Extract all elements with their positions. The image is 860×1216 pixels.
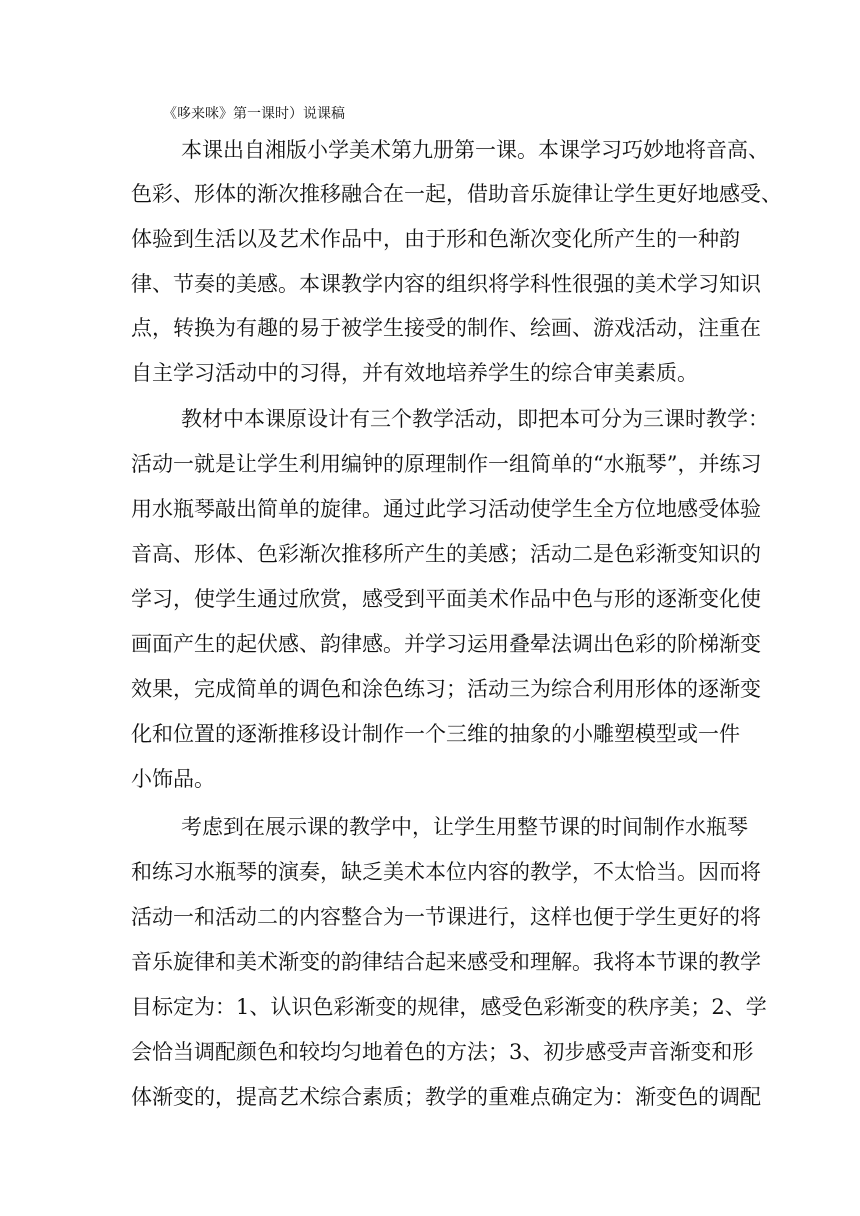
paragraph-1-line-1: 本课出自湘版小学美术第九册第一课。本课学习巧妙地将音高、	[181, 138, 769, 162]
paragraph-2-line-6: 画面产生的起伏感、韵律感。并学习运用叠晕法调出色彩的阶梯渐变	[131, 632, 761, 656]
paragraph-1-line-5: 点，转换为有趣的易于被学生接受的制作、绘画、游戏活动，注重在	[131, 316, 761, 340]
paragraph-2-line-4: 音高、形体、色彩渐次推移所产生的美感；活动二是色彩渐变知识的	[131, 542, 761, 566]
paragraph-2-line-3: 用水瓶琴敲出简单的旋律。通过此学习活动使学生全方位地感受体验	[131, 497, 761, 521]
paragraph-2-line-5: 学习，使学生通过欣赏，感受到平面美术作品中色与形的逐渐变化使	[131, 587, 761, 611]
paragraph-2-line-9: 小饰品。	[131, 767, 215, 791]
paragraph-1-line-4: 律、节奏的美感。本课教学内容的组织将学科性很强的美术学习知识	[131, 272, 761, 296]
paragraph-2-line-8: 化和位置的逐渐推移设计制作一个三维的抽象的小雕塑模型或一件	[131, 722, 740, 746]
paragraph-3-line-1: 考虑到在展示课的教学中，让学生用整节课的时间制作水瓶琴	[181, 815, 748, 839]
paragraph-2-line-7: 效果，完成简单的调色和涂色练习；活动三为综合利用形体的逐渐变	[131, 677, 761, 701]
paragraph-3-line-4: 音乐旋律和美术渐变的韵律结合起来感受和理解。我将本节课的教学	[131, 950, 761, 974]
paragraph-2-line-1: 教材中本课原设计有三个教学活动，即把本可分为三课时教学：	[181, 407, 769, 431]
paragraph-2-line-2: 活动一就是让学生利用编钟的原理制作一组简单的“水瓶琴”，并练习	[131, 452, 762, 476]
document-title: 《哆来咪》第一课时）说课稿	[163, 106, 345, 122]
paragraph-3-line-3: 活动一和活动二的内容整合为一节课进行，这样也便于学生更好的将	[131, 905, 761, 929]
paragraph-3-line-7: 体渐变的，提高艺术综合素质；教学的重难点确定为：渐变色的调配	[131, 1085, 761, 1109]
paragraph-1-line-2: 色彩、形体的渐次推移融合在一起，借助音乐旋律让学生更好地感受、	[131, 182, 782, 206]
paragraph-3-line-6: 会恰当调配颜色和较均匀地着色的方法；3、初步感受声音渐变和形	[131, 1040, 754, 1064]
paragraph-3-line-5: 目标定为：1、认识色彩渐变的规律，感受色彩渐变的秩序美；2、学	[131, 995, 767, 1019]
paragraph-1-line-6: 自主学习活动中的习得，并有效地培养学生的综合审美素质。	[131, 361, 698, 385]
paragraph-1-line-3: 体验到生活以及艺术作品中，由于形和色渐次变化所产生的一种韵	[131, 227, 740, 251]
paragraph-3-line-2: 和练习水瓶琴的演奏，缺乏美术本位内容的教学，不太恰当。因而将	[131, 860, 761, 884]
